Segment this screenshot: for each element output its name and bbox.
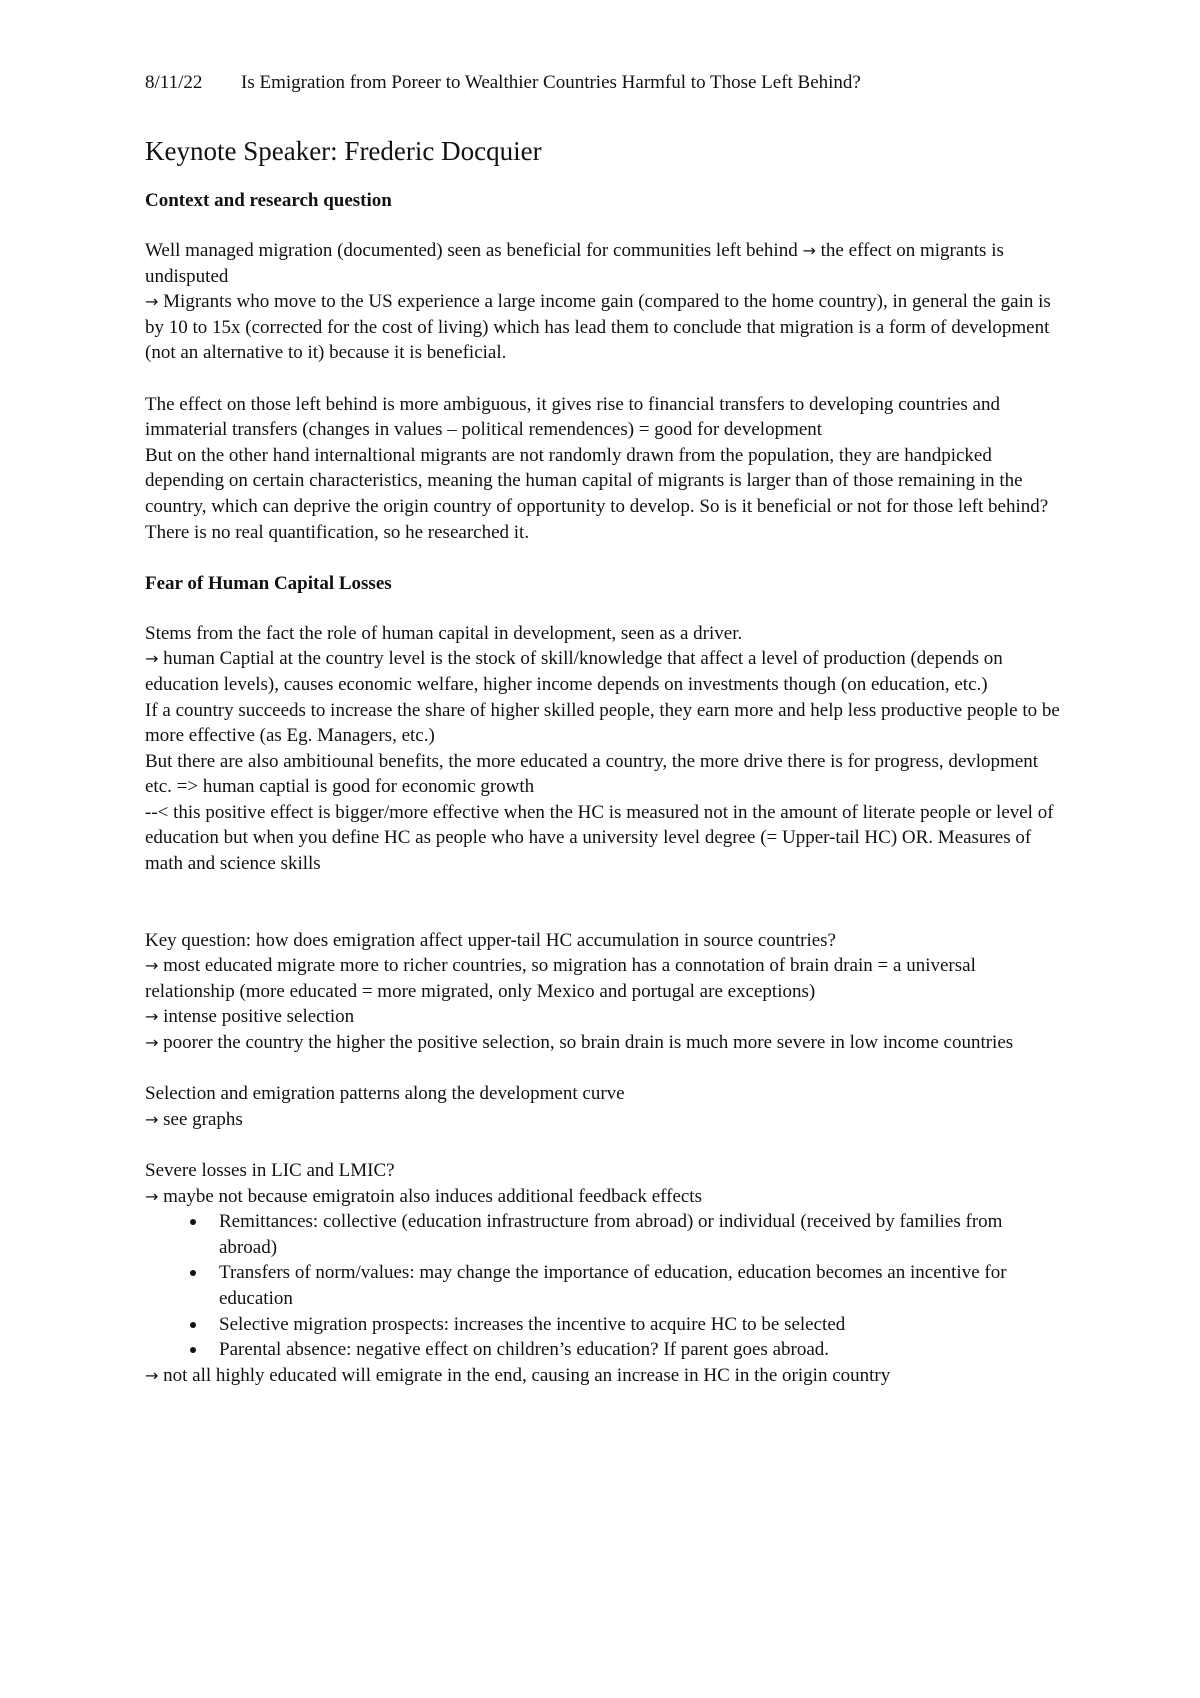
paragraph: Severe losses in LIC and LMIC?	[145, 1160, 395, 1181]
list-item: Parental absence: negative effect on children’s education? If parent goes abroad.	[185, 1337, 1060, 1363]
paragraph: --< this positive effect is bigger/more effective when the HC is measured not in the amount of literate people or level of education but when you define HC as people who have a university level degree (= Upper-tail HC) OR. Measures of math and science skills	[145, 801, 1054, 875]
paragraph: → most educated migrate more to richer countries, so migration has a connotation of brain drain = a universal relationship (more educated = more migrated, only Mexico and portugal are exceptions)	[145, 955, 976, 1002]
paragraph: Key question: how does emigration affect upper-tail HC accumulation in source countries?	[145, 929, 836, 951]
header-date: 8/11/22	[145, 72, 203, 93]
paragraph: The effect on those left behind is more ambiguous, it gives rise to financial transfers to developing countries and immaterial transfers (changes in values – political remendences) = good for development	[145, 393, 1000, 441]
arrow-icon: →	[145, 956, 159, 976]
paragraph: → poorer the country the higher the positive selection, so brain drain is much more severe in low income countries	[145, 1032, 1014, 1054]
paragraph: If a country succeeds to increase the share of higher skilled people, they earn more and help less productive people to be more effective (as Eg. Managers, etc.)	[145, 699, 1060, 747]
paragraph: → intense positive selection	[145, 1006, 355, 1028]
arrow-icon: →	[145, 1186, 159, 1206]
arrow-icon: →	[145, 1007, 159, 1027]
section-heading-fear: Fear of Human Capital Losses	[145, 572, 392, 594]
paragraph: → human Captial at the country level is the stock of skill/knowledge that affect a level of production (depends on education levels), causes economic welfare, higher income depends on investments though (on education, etc.)	[145, 648, 1003, 695]
arrow-icon: →	[145, 649, 159, 669]
arrow-icon: →	[145, 1109, 159, 1129]
arrow-icon: →	[145, 292, 159, 312]
paragraph: → see graphs	[145, 1108, 243, 1130]
paragraph: → not all highly educated will emigrate in the end, causing an increase in HC in the origin country	[145, 1364, 891, 1386]
feedback-effects-list	[145, 1209, 1060, 1363]
paragraph: Selection and emigration patterns along the development curve	[145, 1083, 625, 1105]
list-item: Transfers of norm/values: may change the importance of education, education becomes an incentive for education	[185, 1260, 1060, 1311]
speaker-heading: Keynote Speaker: Frederic Docquier	[145, 136, 542, 166]
paragraph: Stems from the fact the role of human capital in development, seen as a driver.	[145, 622, 743, 644]
section-heading-context: Context and research question	[145, 190, 392, 211]
arrow-icon: →	[802, 241, 816, 260]
list-item: Remittances: collective (education infrastructure from abroad) or individual (received by families from abroad)	[185, 1209, 1060, 1260]
paragraph: → Migrants who move to the US experience a large income gain (compared to the home country), in general the gain is by 10 to 15x (corrected for the cost of living) which has lead them to conclude that migration is a form of development (not an alternative to it) because it is beneficial.	[145, 291, 1051, 364]
paragraph: But on the other hand internaltional migrants are not randomly drawn from the population, they are handpicked depending on certain characteristics, meaning the human capital of migrants is larger than of those remaining in the country, which can deprive the origin country of opportunity to develop. So is it beneficial or not for those left behind? There is no real quantification, so he researched it.	[145, 444, 1049, 543]
paragraph: Well managed migration (documented) seen as beneficial for communities left behind → the effect on migrants is undisputed	[145, 240, 1004, 287]
header-title: Is Emigration from Poreer to Wealthier Countries Harmful to Those Left Behind?	[241, 72, 861, 93]
paragraph: But there are also ambitiounal benefits, the more educated a country, the more drive there is for progress, devlopment etc. => human captial is good for economic growth	[145, 750, 1039, 798]
arrow-icon: →	[145, 1365, 159, 1385]
list-item: Selective migration prospects: increases the incentive to acquire HC to be selected	[185, 1312, 1060, 1338]
arrow-icon: →	[145, 1033, 159, 1053]
paragraph: → maybe not because emigratoin also induces additional feedback effects	[145, 1185, 702, 1207]
document-header	[145, 70, 1060, 96]
